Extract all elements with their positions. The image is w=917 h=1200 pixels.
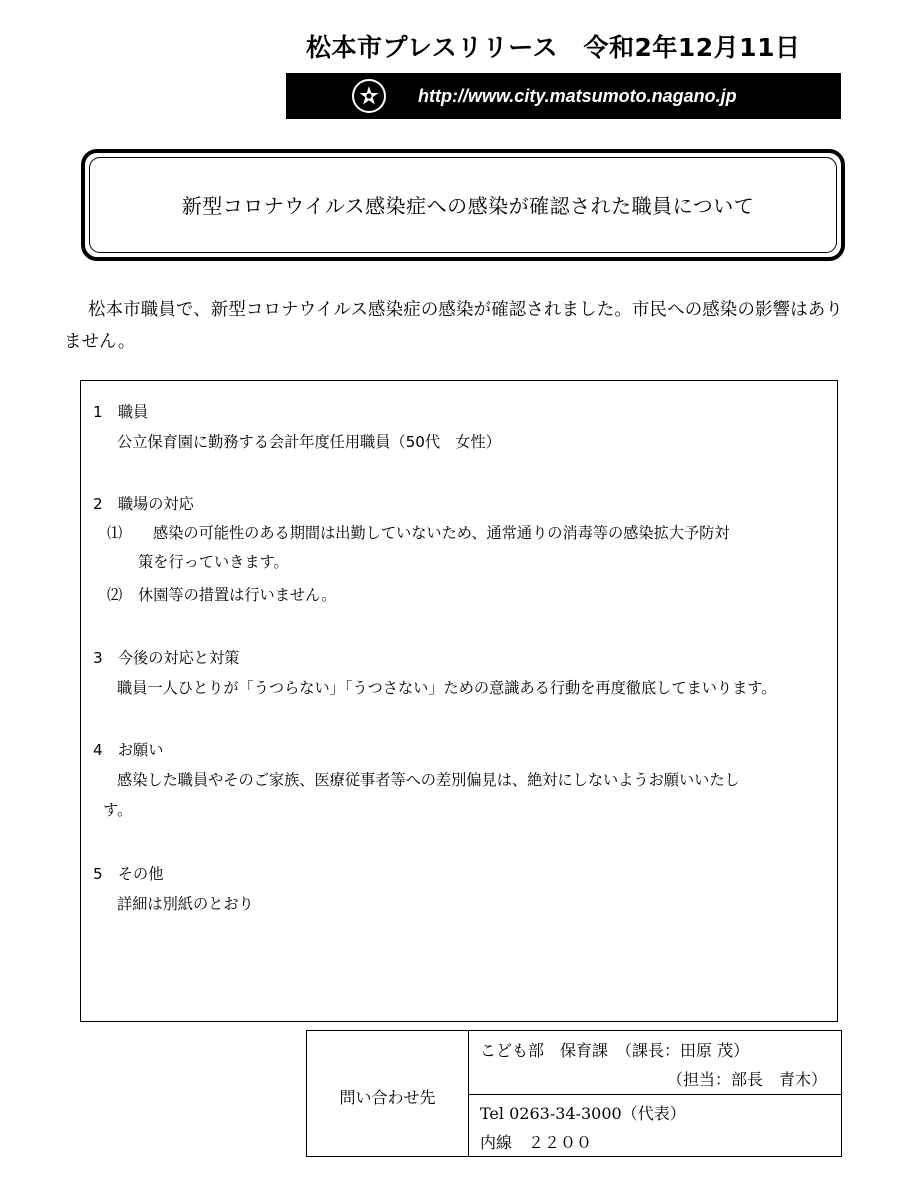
contact-person: （担当：部長 青木） — [666, 1070, 827, 1089]
section-2-item-1-number: ⑴ — [107, 524, 123, 542]
section-5-heading: 5 その他 — [93, 865, 164, 883]
contact-extension: 内線 ２２００ — [480, 1133, 593, 1152]
intro-paragraph: 松本市職員で、新型コロナウイルス感染症の感染が確認されました。市民への感染の影響はありません。 — [64, 300, 844, 352]
contact-telephone: Tel 0263-34-3000（代表） — [480, 1104, 686, 1123]
section-5-text: 詳細は別紙のとおり — [117, 895, 254, 913]
section-2-item-1-continuation: 策を行っていきます。 — [138, 553, 289, 571]
section-1-heading: 1 職員 — [93, 403, 149, 421]
section-2-item-2-text: 休園等の措置は行いません。 — [138, 586, 337, 604]
details-box — [80, 380, 838, 1022]
document-title-box — [81, 149, 845, 261]
press-release-title: 松本市プレスリリース 令和2年12月11日 — [306, 33, 801, 62]
section-4-heading: 4 お願い — [93, 741, 164, 759]
matsumoto-city-emblem-icon — [352, 79, 386, 113]
section-1-text: 公立保育園に勤務する会計年度任用職員（50代 女性） — [117, 433, 501, 451]
section-4-text: 感染した職員やそのご家族、医療従事者等への差別偏見は、絶対にしないようお願いいたし — [117, 771, 740, 789]
url-banner — [286, 73, 841, 119]
contact-table — [306, 1030, 842, 1157]
section-3-text: 職員一人ひとりが「うつらない」「うつさない」ための意識ある行動を再度徹底してまいります。 — [117, 679, 777, 697]
section-2-item-1-text: 感染の可能性のある期間は出勤していないため、通常通りの消毒等の感染拡大予防対 — [153, 524, 730, 542]
contact-department: こども部 保育課 （課長：田原 茂） — [480, 1041, 750, 1060]
contact-divider — [469, 1094, 841, 1095]
section-2-heading: 2 職場の対応 — [93, 495, 194, 513]
section-3-heading: 3 今後の対応と対策 — [93, 649, 240, 667]
section-4-text-continuation: す。 — [103, 801, 133, 819]
contact-label: 問い合わせ先 — [307, 1031, 469, 1156]
city-url-link[interactable]: http://www.city.matsumoto.nagano.jp — [418, 85, 737, 106]
document-title: 新型コロナウイルス感染症への感染が確認された職員について — [181, 193, 755, 218]
section-2-item-2-number: ⑵ — [107, 586, 123, 604]
